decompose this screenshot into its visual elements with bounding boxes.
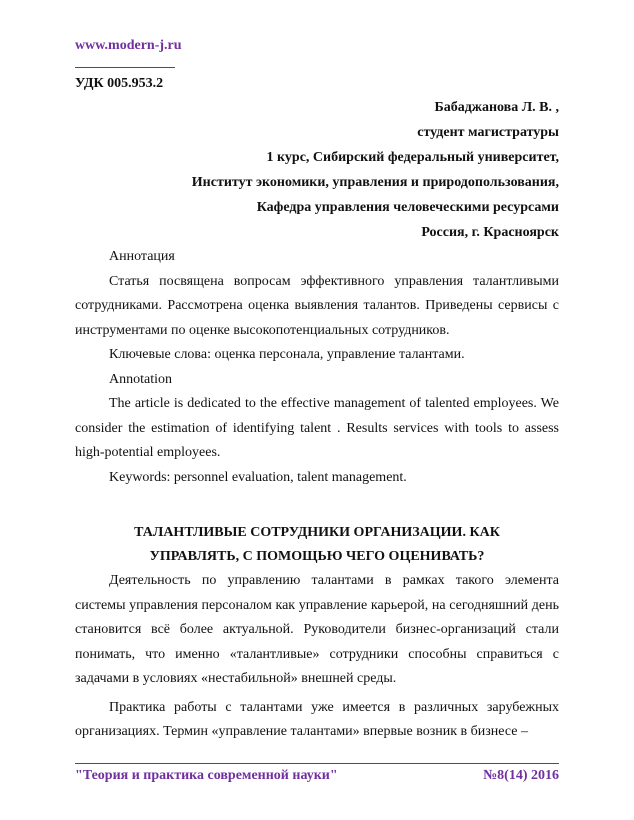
issue-number: №8(14) 2016	[483, 768, 559, 783]
body-paragraph-2: Практика работы с талантами уже имеется в различных зарубежных организациях. Термин «управление талантами» впервые возник в бизнесе –	[75, 699, 559, 739]
keywords-ru: Ключевые слова: оценка персонала, управление талантами.	[109, 347, 465, 362]
author-position: студент магистратуры	[417, 125, 559, 140]
abstract-ru	[75, 245, 559, 490]
udk-code: УДК 005.953.2	[75, 76, 164, 91]
footer-divider	[75, 763, 559, 764]
author-department: Кафедра управления человеческими ресурсами	[256, 200, 559, 215]
keywords-en: Keywords: personnel evaluation, talent management.	[109, 469, 407, 485]
author-course: 1 курс, Сибирский федеральный университет,	[266, 150, 559, 165]
body-paragraph-1: Деятельность по управлению талантами в рамках такого элемента системы управления персоналом как управление карьерой, на сегодняшний день становится всё более актуальной. Руководители бизнес-организаций стали понимать, что именно «талантливые» сотрудники способны справиться с задачами в условиях «нестабильной» внешней среды.	[75, 573, 559, 686]
abstract-ru-text: Статья посвящена вопросам эффективного управления талантливыми сотрудниками. Рассмотрена оценка выявления талантов. Приведены сервисы с инструментами по оценке высокопотенциальных сотрудников.	[75, 273, 559, 338]
abstract-ru-label: Аннотация	[109, 249, 175, 264]
author-institute: Институт экономики, управления и природопользования,	[191, 175, 559, 190]
header-divider	[75, 67, 175, 68]
article-body	[75, 569, 559, 745]
author-location: Россия, г. Красноярск	[421, 225, 559, 240]
abstract-en-label: Annotation	[109, 371, 172, 387]
article-title	[75, 521, 559, 569]
article-title-line1: ТАЛАНТЛИВЫЕ СОТРУДНИКИ ОРГАНИЗАЦИИ. КАК	[134, 525, 500, 540]
author-name: Бабаджанова Л. В. ,	[434, 100, 559, 115]
journal-title: "Теория и практика современной науки"	[75, 768, 338, 783]
article-title-line2: УПРАВЛЯТЬ, С ПОМОЩЬЮ ЧЕГО ОЦЕНИВАТЬ?	[149, 549, 485, 564]
abstract-en-text: The article is dedicated to the effective management of talented employees. We consider the estimation of identifying talent . Results services with tools to assess high-potential employees.	[75, 396, 559, 460]
site-url[interactable]: www.modern-j.ru	[75, 38, 182, 53]
